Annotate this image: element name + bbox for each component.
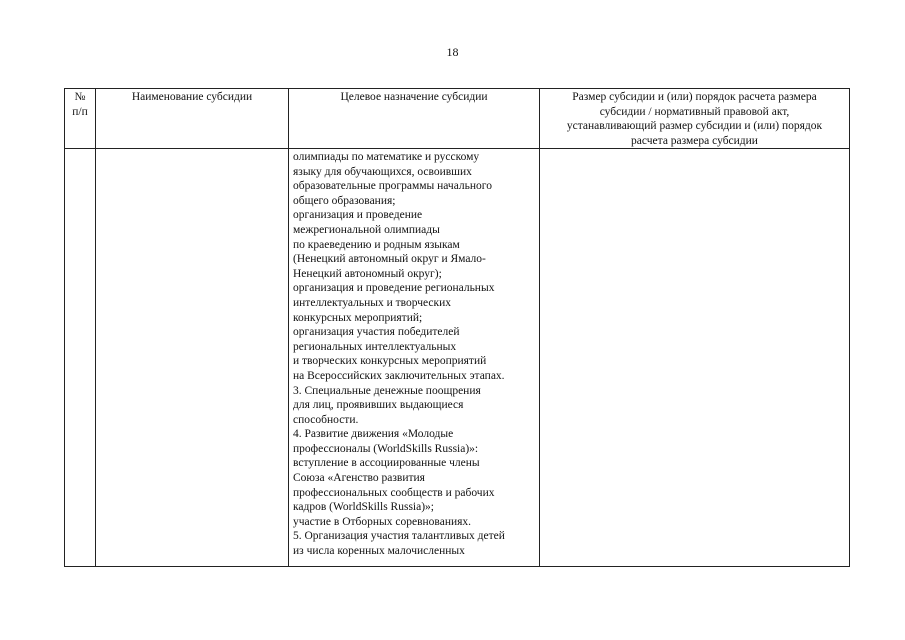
purpose-line: 3. Специальные денежные поощрения bbox=[293, 384, 481, 397]
table-row bbox=[65, 149, 850, 567]
header-purpose bbox=[289, 89, 540, 149]
purpose-line: способности. bbox=[293, 413, 359, 426]
purpose-line: участие в Отборных соревнованиях. bbox=[293, 515, 472, 528]
purpose-line: организация и проведение региональных bbox=[293, 282, 495, 295]
purpose-line: из числа коренных малочисленных bbox=[293, 545, 465, 558]
header-size-line: устанавливающий размер субсидии и (или) порядок bbox=[566, 120, 823, 132]
header-name-line: Наименование субсидии bbox=[131, 91, 253, 103]
purpose-line: общего образования; bbox=[293, 194, 396, 207]
header-num bbox=[65, 89, 96, 149]
table-header-row bbox=[65, 89, 850, 149]
purpose-line: (Ненецкий автономный округ и Ямало- bbox=[293, 253, 486, 266]
purpose-line: образовательные программы начального bbox=[293, 180, 492, 193]
purpose-line: 5. Организация участия талантливых детей bbox=[293, 530, 505, 543]
purpose-line: языку для обучающихся, освоивших bbox=[293, 165, 472, 178]
purpose-text bbox=[289, 149, 539, 559]
purpose-line: олимпиады по математике и русскому bbox=[293, 151, 480, 163]
purpose-line: на Всероссийских заключительных этапах. bbox=[293, 369, 505, 382]
purpose-line: профессиональных сообществ и рабочих bbox=[293, 486, 495, 499]
purpose-line: по краеведению и родным языкам bbox=[293, 238, 460, 251]
header-num-line: п/п bbox=[72, 105, 88, 118]
header-size-line: Размер субсидии и (или) порядок расчета размера bbox=[572, 91, 817, 103]
page-number: 18 bbox=[446, 45, 459, 59]
purpose-line: кадров (WorldSkills Russia)»; bbox=[293, 501, 434, 514]
purpose-line: Ненецкий автономный округ); bbox=[293, 267, 442, 280]
header-size-line: субсидии / нормативный правовой акт, bbox=[599, 105, 790, 118]
cell-purpose bbox=[289, 149, 540, 567]
purpose-line: и творческих конкурсных мероприятий bbox=[293, 355, 487, 368]
header-name bbox=[96, 89, 289, 149]
purpose-line: для лиц, проявивших выдающиеся bbox=[293, 399, 464, 412]
purpose-line: организация участия победителей bbox=[293, 326, 460, 339]
purpose-line: региональных интеллектуальных bbox=[293, 340, 457, 353]
purpose-line: организация и проведение bbox=[293, 209, 423, 222]
header-size-line: расчета размера субсидии bbox=[631, 134, 758, 147]
cell-size bbox=[540, 149, 850, 567]
purpose-line: профессионалы (WorldSkills Russia)»: bbox=[293, 442, 479, 455]
header-purpose-line: Целевое назначение субсидии bbox=[340, 91, 488, 103]
purpose-line: Союза «Агенство развития bbox=[293, 472, 425, 485]
header-num-line: № bbox=[74, 91, 86, 103]
purpose-line: межрегиональной олимпиады bbox=[293, 223, 440, 236]
purpose-line: конкурсных мероприятий; bbox=[293, 311, 423, 324]
cell-name bbox=[96, 149, 289, 567]
purpose-line: 4. Развитие движения «Молодые bbox=[293, 428, 454, 441]
header-size bbox=[540, 89, 850, 149]
purpose-line: интеллектуальных и творческих bbox=[293, 296, 452, 309]
subsidy-table bbox=[64, 88, 850, 567]
purpose-line: вступление в ассоциированные члены bbox=[293, 457, 480, 470]
cell-num bbox=[65, 149, 96, 567]
